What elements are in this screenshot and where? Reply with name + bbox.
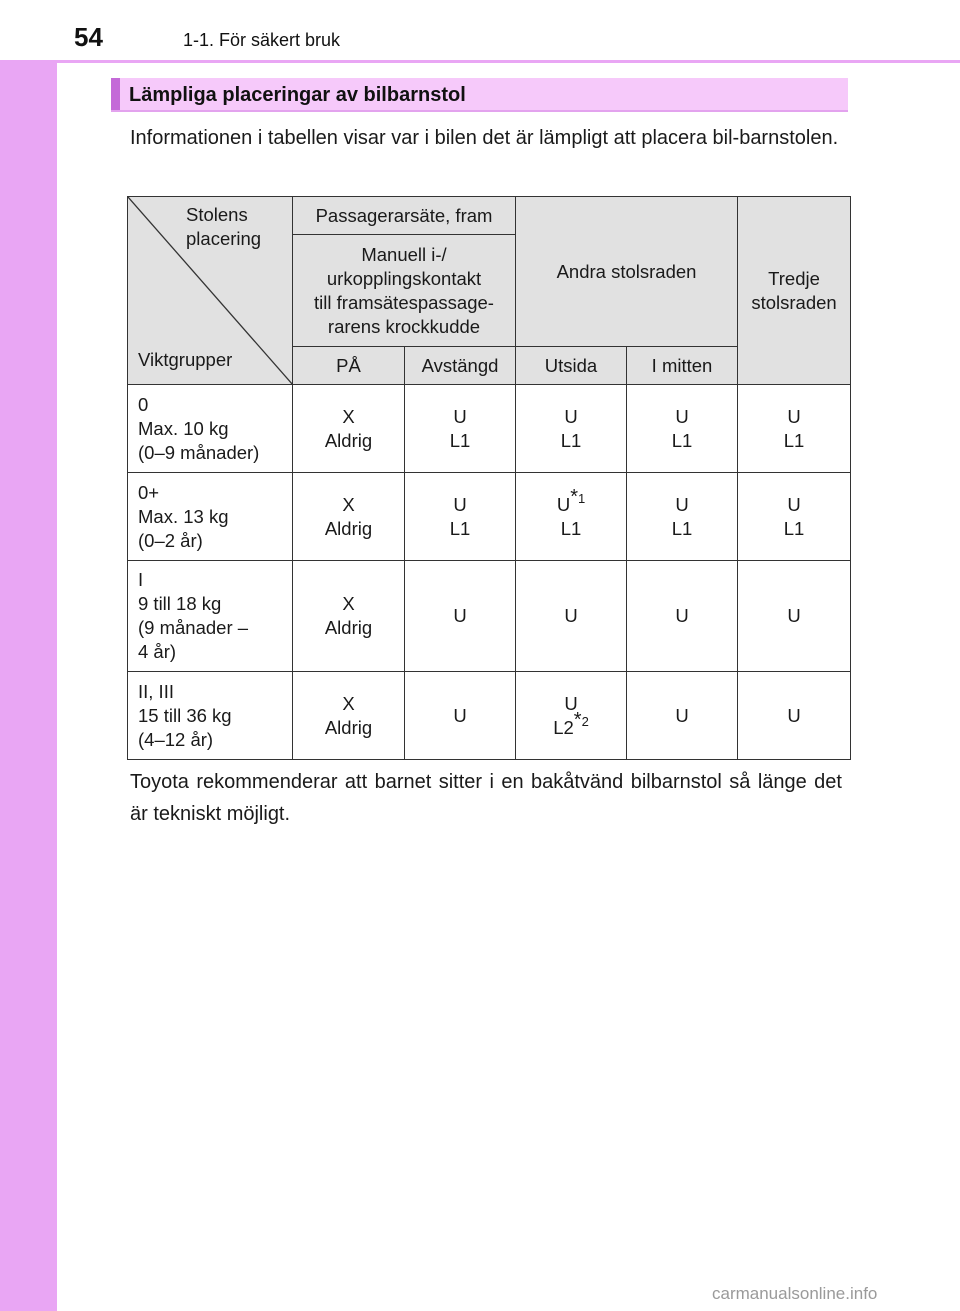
side-color-strip [0, 0, 57, 1311]
cell-outer-seat: U L1 [516, 385, 627, 473]
cell-third-row: U [738, 561, 851, 672]
cell-third-row: U L1 [738, 385, 851, 473]
table-row [128, 561, 851, 672]
header-second-row: Andra stolsraden [516, 197, 738, 347]
header-switch-on: PÅ [293, 347, 405, 385]
child-seat-table [127, 196, 851, 760]
table-row [128, 385, 851, 473]
cell-third-row: U [738, 672, 851, 760]
cell-switch-on: X Aldrig [293, 561, 405, 672]
cell-switch-on: X Aldrig [293, 672, 405, 760]
cell-outer-seat: U L2$^{*2}$ [516, 672, 627, 760]
cell-middle-seat: U [627, 672, 738, 760]
cell-switch-off: U L1 [405, 385, 516, 473]
header-outer-seat: Utsida [516, 347, 627, 385]
cell-switch-on: X Aldrig [293, 473, 405, 561]
cell-switch-on: X Aldrig [293, 385, 405, 473]
footnote-marker: *1 [570, 485, 586, 508]
cell-outer-seat: $U^{*1}$ L1 [516, 473, 627, 561]
cell-middle-seat: U L1 [627, 473, 738, 561]
page-header [0, 0, 960, 60]
chapter-title: 1-1. För säkert bruk [183, 30, 341, 50]
cell-third-row: U L1 [738, 473, 851, 561]
header-switch-off: Avstängd [405, 347, 516, 385]
table-row [128, 473, 851, 561]
section-accent-bar [111, 78, 120, 110]
table-row [128, 672, 851, 760]
cell-switch-off: U L1 [405, 473, 516, 561]
cell-middle-seat: U [627, 561, 738, 672]
weight-group-cell: 0 Max. 10 kg (0–9 månader) [128, 385, 293, 473]
weight-group-cell: 0+ Max. 13 kg (0–2 år) [128, 473, 293, 561]
cell-outer-seat: U [516, 561, 627, 672]
weight-group-cell: II, III 15 till 36 kg (4–12 år) [128, 672, 293, 760]
section-heading [111, 78, 848, 112]
weight-groups-label: Viktgrupper [138, 349, 233, 370]
cell-switch-off: U [405, 561, 516, 672]
cell-switch-off: U [405, 672, 516, 760]
header-middle-seat: I mitten [627, 347, 738, 385]
cell-middle-seat: U L1 [627, 385, 738, 473]
weight-group-cell: I 9 till 18 kg (9 månader – 4 år) [128, 561, 293, 672]
header-airbag-switch: Manuell i-/ urkopplingskontakt till framsätespassage- rarens krockkudde [293, 235, 516, 347]
intro-paragraph: Informationen i tabellen visar var i bilen det är lämpligt att placera bil-barnstolen. [130, 127, 839, 149]
section-title: Lämpliga placeringar av bilbarnstol [129, 84, 466, 106]
page-number: 54 [74, 22, 103, 52]
header-divider [57, 60, 960, 63]
footnote-marker: *2 [573, 708, 589, 731]
header-front-seat: Passagerarsäte, fram [293, 197, 516, 235]
header-third-row: Tredje stolsraden [738, 197, 851, 385]
watermark: carmanualsonline.info [712, 1284, 878, 1303]
seat-placement-label: Stolens placering [186, 204, 262, 249]
table-corner-cell [128, 197, 293, 385]
recommendation-paragraph: Toyota rekommenderar att barnet sitter i en bakåtvänd bilbarnstol så länge det är tekniskt möjligt. [130, 771, 842, 825]
